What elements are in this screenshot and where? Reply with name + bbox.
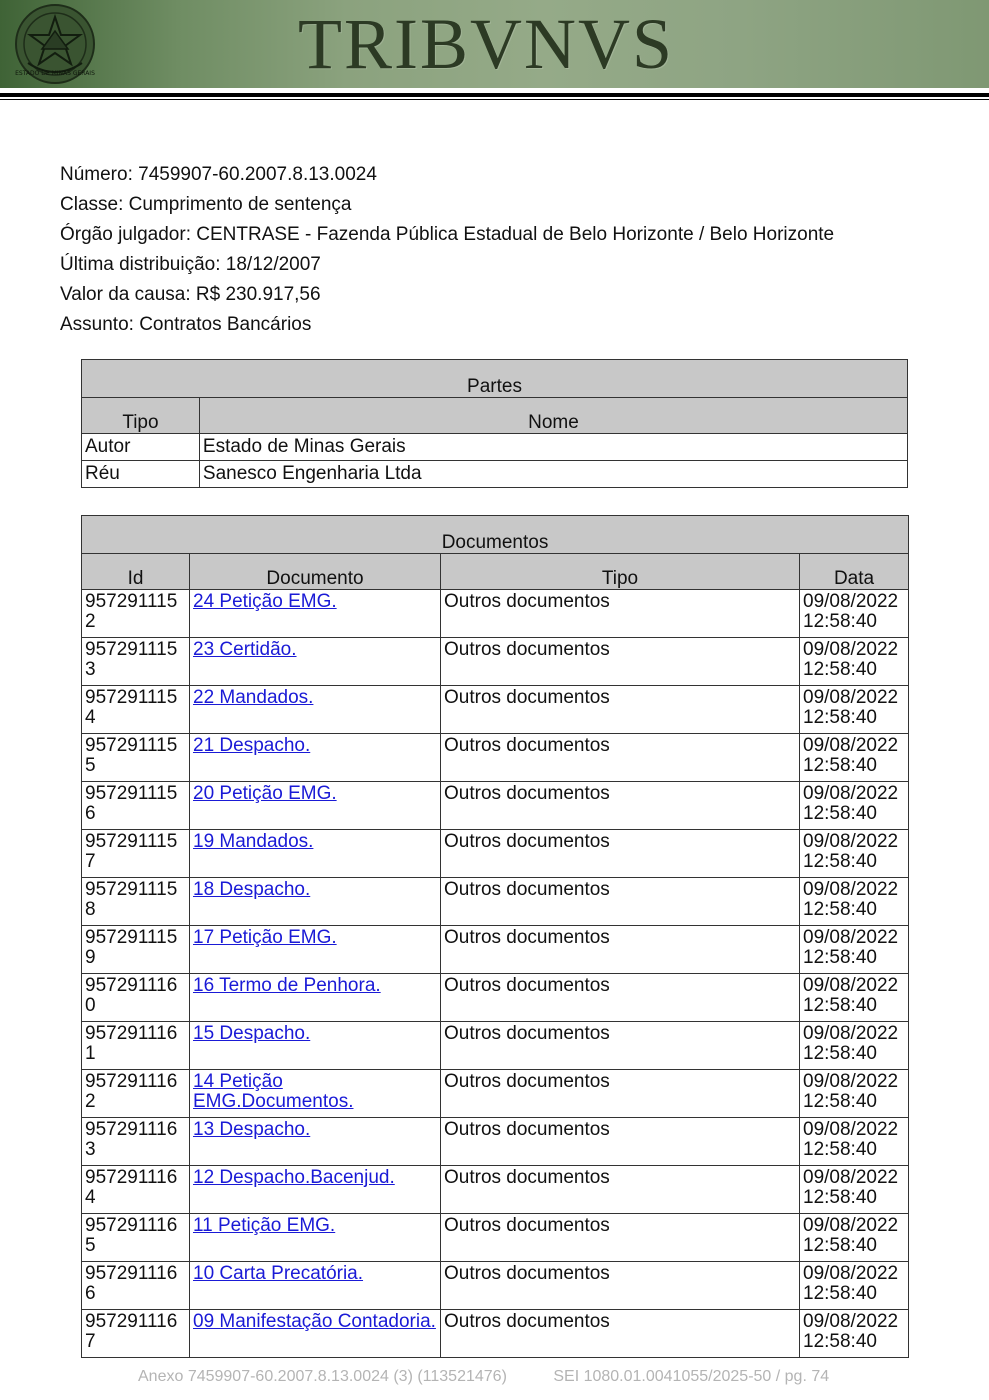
document-type: Outros documentos <box>441 1214 800 1262</box>
document-id: 9572911160 <box>82 974 190 1022</box>
document-type: Outros documentos <box>441 1166 800 1214</box>
document-cell <box>190 974 441 1022</box>
table-row <box>82 1214 909 1262</box>
emblem-text: ESTADO DE MINAS GERAIS <box>15 70 95 77</box>
document-link[interactable]: 23 Certidão. <box>193 639 297 660</box>
table-row <box>82 590 909 638</box>
document-id: 9572911167 <box>82 1310 190 1358</box>
document-id: 9572911153 <box>82 638 190 686</box>
document-cell <box>190 734 441 782</box>
document-type: Outros documentos <box>441 1118 800 1166</box>
document-cell <box>190 830 441 878</box>
document-date: 09/08/2022 12:58:40 <box>800 1262 909 1310</box>
document-date: 09/08/2022 12:58:40 <box>800 974 909 1022</box>
document-type: Outros documentos <box>441 830 800 878</box>
last-distribution: Última distribuição: 18/12/2007 <box>60 254 321 275</box>
document-link[interactable]: 24 Petição EMG. <box>193 591 337 612</box>
header-rule-thin <box>0 99 989 100</box>
document-id: 9572911157 <box>82 830 190 878</box>
header-rule-thick <box>0 93 989 97</box>
document-id: 9572911156 <box>82 782 190 830</box>
documents-col-id: Id <box>82 554 190 590</box>
document-id: 9572911164 <box>82 1166 190 1214</box>
document-cell <box>190 1118 441 1166</box>
document-date: 09/08/2022 12:58:40 <box>800 1070 909 1118</box>
process-info <box>60 160 834 340</box>
table-row <box>82 1262 909 1310</box>
document-id: 9572911154 <box>82 686 190 734</box>
document-type: Outros documentos <box>441 686 800 734</box>
document-cell <box>190 926 441 974</box>
party-type: Autor <box>82 434 200 461</box>
document-cell <box>190 1214 441 1262</box>
coat-of-arms-emblem-icon <box>12 3 98 85</box>
document-id: 9572911162 <box>82 1070 190 1118</box>
document-cell <box>190 1070 441 1118</box>
documents-caption: Documentos <box>82 516 909 554</box>
table-row <box>82 461 908 488</box>
document-date: 09/08/2022 12:58:40 <box>800 830 909 878</box>
party-name: Sanesco Engenharia Ltda <box>199 461 907 488</box>
document-type: Outros documentos <box>441 638 800 686</box>
document-type: Outros documentos <box>441 782 800 830</box>
document-cell <box>190 1310 441 1358</box>
footer-sei-page: SEI 1080.01.0041055/2025-50 / pg. 74 <box>553 1368 830 1385</box>
document-link[interactable]: 11 Petição EMG. <box>193 1215 336 1236</box>
footer-annex: Anexo 7459907-60.2007.8.13.0024 (3) (113521476) <box>138 1368 507 1385</box>
document-date: 09/08/2022 12:58:40 <box>800 1310 909 1358</box>
document-type: Outros documentos <box>441 1310 800 1358</box>
document-cell <box>190 878 441 926</box>
parties-col-nome: Nome <box>199 398 907 434</box>
table-row <box>82 1310 909 1358</box>
document-date: 09/08/2022 12:58:40 <box>800 1118 909 1166</box>
document-id: 9572911166 <box>82 1262 190 1310</box>
table-row <box>82 434 908 461</box>
document-link[interactable]: 12 Despacho.Bacenjud. <box>193 1167 395 1188</box>
document-link[interactable]: 20 Petição EMG. <box>193 783 337 804</box>
document-cell <box>190 1022 441 1070</box>
document-type: Outros documentos <box>441 926 800 974</box>
document-link[interactable]: 19 Mandados. <box>193 831 314 852</box>
document-id: 9572911152 <box>82 590 190 638</box>
document-id: 9572911155 <box>82 734 190 782</box>
documents-col-tipo: Tipo <box>441 554 800 590</box>
document-link[interactable]: 09 Manifestação Contadoria. <box>193 1311 436 1332</box>
table-row <box>82 926 909 974</box>
document-date: 09/08/2022 12:58:40 <box>800 734 909 782</box>
page-footer <box>138 1368 829 1386</box>
document-cell <box>190 1262 441 1310</box>
parties-caption: Partes <box>82 360 908 398</box>
document-id: 9572911161 <box>82 1022 190 1070</box>
document-link[interactable]: 21 Despacho. <box>193 735 311 756</box>
table-row <box>82 878 909 926</box>
case-subject: Assunto: Contratos Bancários <box>60 314 312 335</box>
document-date: 09/08/2022 12:58:40 <box>800 1166 909 1214</box>
document-date: 09/08/2022 12:58:40 <box>800 878 909 926</box>
document-link[interactable]: 14 Petição EMG.Documentos. <box>193 1071 354 1112</box>
document-link[interactable]: 13 Despacho. <box>193 1119 311 1140</box>
party-name: Estado de Minas Gerais <box>199 434 907 461</box>
document-type: Outros documentos <box>441 974 800 1022</box>
table-row <box>82 1070 909 1118</box>
document-link[interactable]: 22 Mandados. <box>193 687 314 708</box>
process-class: Classe: Cumprimento de sentença <box>60 194 352 215</box>
document-link[interactable]: 15 Despacho. <box>193 1023 311 1044</box>
table-row <box>82 1118 909 1166</box>
document-date: 09/08/2022 12:58:40 <box>800 782 909 830</box>
document-id: 9572911158 <box>82 878 190 926</box>
table-row <box>82 1022 909 1070</box>
document-link[interactable]: 17 Petição EMG. <box>193 927 337 948</box>
documents-col-data: Data <box>800 554 909 590</box>
banner-title: TRIBVNVS <box>298 4 675 84</box>
document-type: Outros documentos <box>441 1022 800 1070</box>
party-type: Réu <box>82 461 200 488</box>
table-row <box>82 1166 909 1214</box>
table-row <box>82 734 909 782</box>
header-banner <box>0 0 989 88</box>
documents-col-documento: Documento <box>190 554 441 590</box>
document-cell <box>190 686 441 734</box>
document-cell <box>190 638 441 686</box>
table-row <box>82 638 909 686</box>
judging-body: Órgão julgador: CENTRASE - Fazenda Pública Estadual de Belo Horizonte / Belo Horizonte <box>60 224 835 245</box>
document-date: 09/08/2022 12:58:40 <box>800 1022 909 1070</box>
document-date: 09/08/2022 12:58:40 <box>800 686 909 734</box>
documents-table <box>81 515 909 1358</box>
document-type: Outros documentos <box>441 878 800 926</box>
document-date: 09/08/2022 12:58:40 <box>800 1214 909 1262</box>
process-number: Número: 7459907-60.2007.8.13.0024 <box>60 164 377 185</box>
document-id: 9572911165 <box>82 1214 190 1262</box>
document-id: 9572911163 <box>82 1118 190 1166</box>
document-cell <box>190 1166 441 1214</box>
document-id: 9572911159 <box>82 926 190 974</box>
document-type: Outros documentos <box>441 1070 800 1118</box>
document-cell <box>190 590 441 638</box>
document-date: 09/08/2022 12:58:40 <box>800 590 909 638</box>
table-row <box>82 974 909 1022</box>
parties-table <box>81 359 908 488</box>
case-value: Valor da causa: R$ 230.917,56 <box>60 284 321 305</box>
document-type: Outros documentos <box>441 734 800 782</box>
table-row <box>82 686 909 734</box>
document-type: Outros documentos <box>441 1262 800 1310</box>
parties-col-tipo: Tipo <box>82 398 200 434</box>
table-row <box>82 782 909 830</box>
document-date: 09/08/2022 12:58:40 <box>800 926 909 974</box>
document-date: 09/08/2022 12:58:40 <box>800 638 909 686</box>
document-link[interactable]: 18 Despacho. <box>193 879 311 900</box>
document-link[interactable]: 10 Carta Precatória. <box>193 1263 364 1284</box>
table-row <box>82 830 909 878</box>
document-cell <box>190 782 441 830</box>
document-link[interactable]: 16 Termo de Penhora. <box>193 975 381 996</box>
document-type: Outros documentos <box>441 590 800 638</box>
